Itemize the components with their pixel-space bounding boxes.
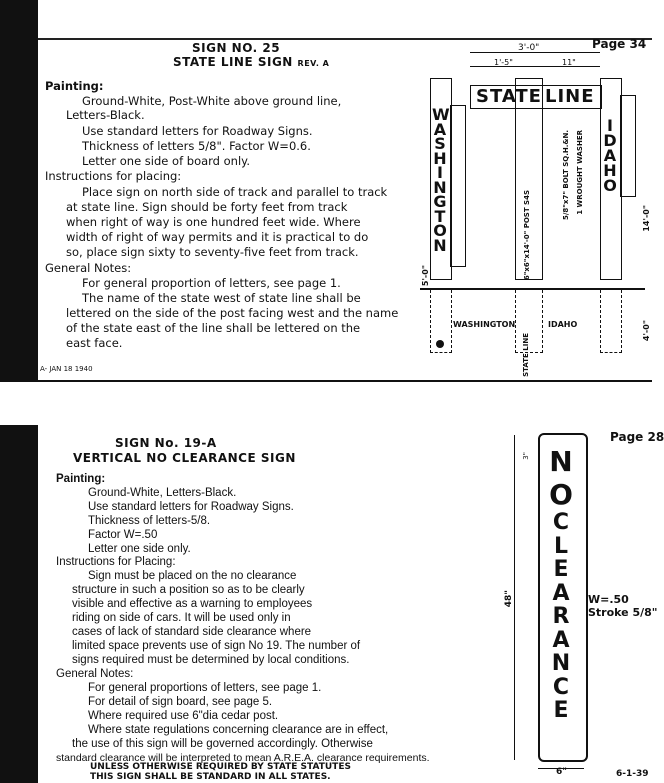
ground-marker xyxy=(436,340,444,348)
dim-width: 6" xyxy=(556,767,567,777)
sign-letter: O xyxy=(549,478,573,511)
notes-line: of the state east of the line shall be lettered on the xyxy=(66,321,361,335)
placing-line: structure in such a position so as to be clearly xyxy=(72,584,305,596)
ground-state-line-label: STATE LINE xyxy=(522,333,530,377)
west-state-name: WASHINGTON xyxy=(432,105,450,255)
placing-heading: Instructions for Placing: xyxy=(56,556,176,568)
painting-line: Ground-White, Post-White above ground line, xyxy=(82,94,342,108)
page-number: Page 28 xyxy=(610,430,664,444)
painting-line: Thickness of letters 5/8". Factor W=0.6. xyxy=(82,139,311,153)
notes-line: Where required use 6"dia cedar post. xyxy=(88,710,279,722)
scan-left-binding-lower xyxy=(0,425,38,783)
sign-letter: E xyxy=(553,557,569,582)
ground-east-label: IDAHO xyxy=(548,320,578,329)
footer-date: A- JAN 18 1940 xyxy=(40,365,93,373)
sign-letter: E xyxy=(553,698,569,723)
dim-spacing: 3" xyxy=(522,452,530,460)
sign-letter: L xyxy=(553,533,569,559)
placing-line: when right of way is one hundred feet wide. Where xyxy=(66,215,361,229)
placing-line: Place sign on north side of track and parallel to track xyxy=(82,185,388,199)
placing-line: Sign must be placed on the no clearance xyxy=(88,570,297,582)
placing-line: width of right of way permits and it is practical to do xyxy=(66,230,369,244)
dim-below: 4'-0" xyxy=(642,320,651,342)
east-post-scale xyxy=(620,95,636,197)
ground-west-label: WASHINGTON xyxy=(453,320,516,329)
painting-line: Thickness of letters-5/8. xyxy=(88,515,211,527)
notes-line: standard clearance will be interpreted to mean A.R.E.A. clearance requirements. xyxy=(56,752,430,764)
painting-heading: Painting: xyxy=(56,473,106,485)
sign-letter: N xyxy=(549,445,573,478)
footer-date: 6-1-39 xyxy=(616,769,649,779)
painting-line: Letters-Black. xyxy=(66,108,145,122)
west-post-scale xyxy=(450,105,466,267)
notes-line: lettered on the side of the post facing west and the name xyxy=(66,306,399,320)
dim-left: 1'-5" xyxy=(494,58,513,67)
east-post-footing xyxy=(600,290,622,353)
page-title: SIGN No. 19-A xyxy=(115,436,217,450)
washer-label: 1 WROUGHT WASHER xyxy=(576,130,584,215)
painting-line: Use standard letters for Roadway Signs. xyxy=(82,124,313,138)
painting-heading: Painting: xyxy=(45,79,104,93)
bolt-label: 5/8"x7" BOLT SQ.H.&N. xyxy=(562,130,570,221)
notes-line: Where state regulations concerning clearance are in effect, xyxy=(88,724,389,736)
notes-heading: General Notes: xyxy=(56,668,134,680)
page-subtitle: VERTICAL NO CLEARANCE SIGN xyxy=(73,451,296,465)
scan-top-strip xyxy=(0,0,652,40)
sign-letter: A xyxy=(552,580,570,606)
painting-line: Letter one side only. xyxy=(88,543,191,555)
notes-line: For general proportion of letters, see page 1. xyxy=(82,276,341,290)
post-label: 6"x6"x14'-0" POST S4S xyxy=(523,190,531,281)
sign-letter: C xyxy=(552,510,570,535)
page-separator xyxy=(0,380,652,427)
painting-line: Use standard letters for Roadway Signs. xyxy=(88,501,294,513)
page-title: SIGN NO. 25 xyxy=(192,41,281,55)
dimension-line xyxy=(470,66,600,67)
dim-right: 11" xyxy=(562,58,576,67)
dim-height: 14'-0" xyxy=(642,205,651,232)
notes-line: The name of the state west of state line shall be xyxy=(82,291,361,305)
sign-letter: R xyxy=(552,604,570,629)
dim-height: 48" xyxy=(504,590,514,608)
placing-line: at state line. Sign should be forty feet from track xyxy=(66,200,348,214)
painting-line: Ground-White, Letters-Black. xyxy=(88,487,237,499)
painting-line: Factor W=.50 xyxy=(88,529,158,541)
board-text-line: LINE xyxy=(545,86,595,107)
east-state-name: IDAHO xyxy=(603,116,617,195)
sign-letter: C xyxy=(552,674,570,700)
footer-statute-line: THIS SIGN SHALL BE STANDARD IN ALL STATES. xyxy=(90,772,331,782)
spec-stroke: Stroke 5/8" xyxy=(588,606,658,619)
placing-line: limited space prevents use of sign No 19. The number of xyxy=(72,640,361,652)
notes-line: For general proportions of letters, see page 1. xyxy=(88,682,322,694)
sign-letter: A xyxy=(552,627,570,653)
footer-statute-line: UNLESS OTHERWISE REQUIRED BY STATE STATUTES xyxy=(90,762,351,772)
placing-line: cases of lack of standard side clearance where xyxy=(72,626,312,638)
notes-line: east face. xyxy=(66,336,123,350)
notes-line: For detail of sign board, see page 5. xyxy=(88,696,273,708)
spec-factor: W=.50 xyxy=(588,593,629,606)
painting-line: Letter one side of board only. xyxy=(82,154,250,168)
placing-line: so, place sign sixty to seventy-five feet from track. xyxy=(66,245,359,259)
dim-post: 5'-0" xyxy=(421,265,430,287)
page-subtitle: STATE LINE SIGN REV. A xyxy=(173,55,330,69)
dim-total: 3'-0" xyxy=(518,43,540,53)
page-number: Page 34 xyxy=(592,37,647,51)
notes-line: the use of this sign will be governed accordingly. Otherwise xyxy=(72,738,373,750)
placing-heading: Instructions for placing: xyxy=(45,169,182,183)
board-text-state: STATE xyxy=(476,86,542,107)
placing-line: visible and effective as a warning to employees xyxy=(72,598,313,610)
notes-heading: General Notes: xyxy=(45,261,132,275)
placing-line: riding on side of cars. It will be used only in xyxy=(72,612,291,624)
scan-left-binding xyxy=(0,0,38,380)
placing-line: signs required must be determined by local conditions. xyxy=(72,654,350,666)
sign-letter: N xyxy=(551,651,571,676)
